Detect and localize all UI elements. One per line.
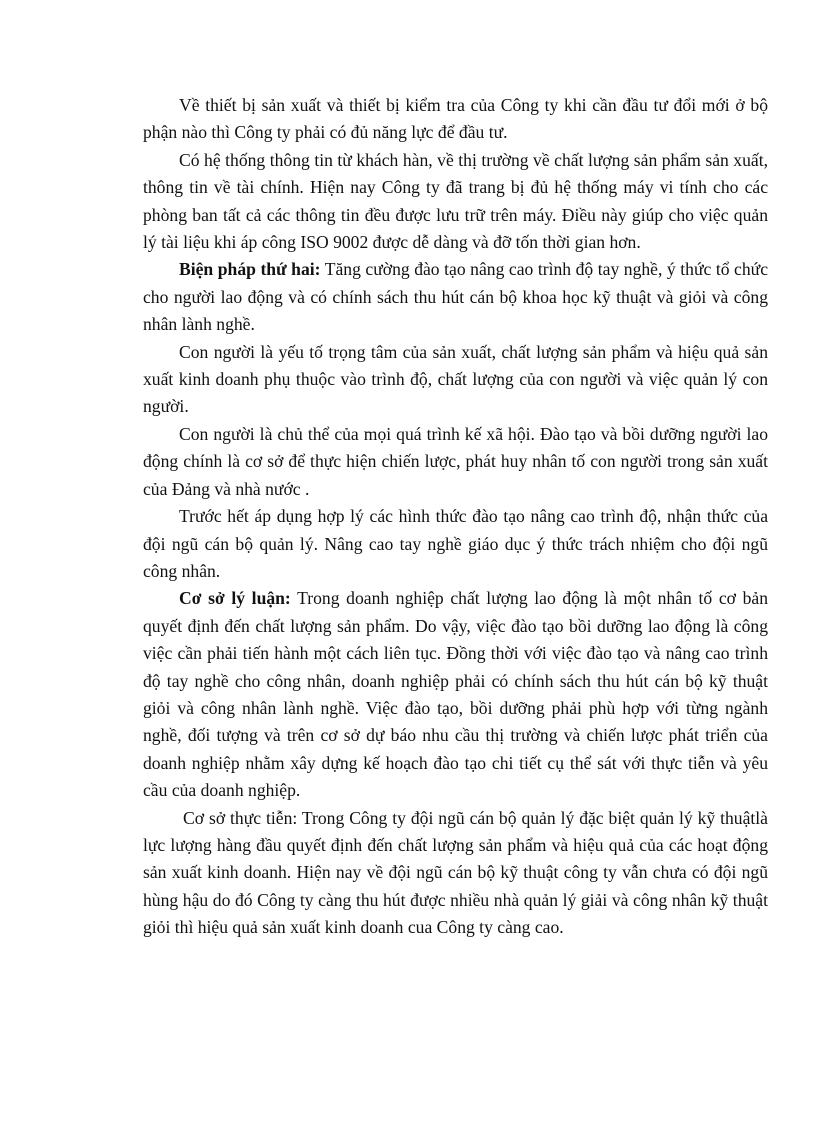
paragraph-human-factor bbox=[143, 339, 768, 421]
paragraph-information-system bbox=[143, 147, 768, 257]
paragraph-text: Con người là chủ thể của mọi quá trình kế xã hội. Đào tạo và bồi dưỡng người lao động chính là cơ sở để thực hiện chiến lược, phát huy nhân tố con người trong sản xuất của Đảng và nhà nước . bbox=[143, 423, 768, 499]
paragraph-practical-basis bbox=[143, 805, 768, 942]
paragraph-text: Tăng cường đào tạo nâng cao trình độ tay nghề, ý thức tổ chức cho người lao động và có chính sách thu hút cán bộ khoa học kỹ thuật và giỏi và công nhân lành nghề. bbox=[143, 259, 768, 335]
paragraph-training-forms bbox=[143, 503, 768, 585]
document-page bbox=[143, 92, 768, 942]
paragraph-equipment bbox=[143, 92, 768, 147]
paragraph-theoretical-basis bbox=[143, 585, 768, 804]
paragraph-second-measure bbox=[143, 256, 768, 338]
paragraph-text: Về thiết bị sản xuất và thiết bị kiểm tra của Công ty khi cần đầu tư đổi mới ở bộ phận nào thì Công ty phải có đủ năng lực để đầu tư. bbox=[143, 95, 768, 143]
paragraph-lead-heading: Biện pháp thứ hai: bbox=[179, 259, 321, 280]
paragraph-text: Cơ sở thực tiễn: Trong Công ty đội ngũ cán bộ quản lý đặc biệt quản lý kỹ thuậtlà lực lượng hàng đầu quyết định đến chất lượng sản phẩm và hiệu quả của các hoạt động sản xuất kinh doanh. Hiện nay về đội ngũ cán bộ kỹ thuật công ty vẫn chưa có đội ngũ hùng hậu do đó Công ty càng thu hút được nhiều nhà quản lý giải và công nhân kỹ thuật giỏi thì hiệu quả sản xuất kinh doanh cua Công ty càng cao. bbox=[143, 807, 768, 938]
paragraph-text: Có hệ thống thông tin từ khách hàn, về thị trường về chất lượng sản phẩm sản xuất, thông tin về tài chính. Hiện nay Công ty đã trang bị đủ hệ thống máy vi tính cho các phòng ban tất cả các thông tin đều được lưu trữ trên máy. Điều này giúp cho việc quản lý tài liệu khi áp công ISO 9002 được dễ dàng và đỡ tốn thời gian hơn. bbox=[143, 149, 768, 253]
paragraph-text: Trước hết áp dụng hợp lý các hình thức đào tạo nâng cao trình độ, nhận thức của đội ngũ cán bộ quản lý. Nâng cao tay nghề giáo dục ý thức trách nhiệm cho đội ngũ công nhân. bbox=[143, 506, 768, 581]
paragraph-lead-heading: Cơ sở lý luận: bbox=[179, 588, 291, 609]
paragraph-human-subject bbox=[143, 421, 768, 503]
paragraph-text: Trong doanh nghiệp chất lượng lao động là một nhân tố cơ bản quyết định đến chất lượng sản phẩm. Do vậy, việc đào tạo bồi dưỡng lao động là công việc cần phải tiến hành một cách liên tục. Đồng thời với việc đào tạo và nâng cao trình độ tay nghề cho công nhân, doanh nghiệp phải có chính sách thu hút cán bộ kỹ thuật giỏi và công nhân lành nghề. Việc đào tạo, bồi dưỡng phải phù hợp với từng ngành nghề, đối tượng và trên cơ sở dự báo nhu cầu thị trường và chiến lược phát triển của doanh nghiệp nhằm xây dựng kế hoạch đào tạo chi tiết cụ thể sát với thực tiễn và yêu cầu của doanh nghiệp. bbox=[143, 588, 768, 801]
paragraph-text: Con người là yếu tố trọng tâm của sản xuất, chất lượng sản phẩm và hiệu quả sản xuất kinh doanh phụ thuộc vào trình độ, chất lượng của con người và việc quản lý con người. bbox=[143, 341, 768, 417]
